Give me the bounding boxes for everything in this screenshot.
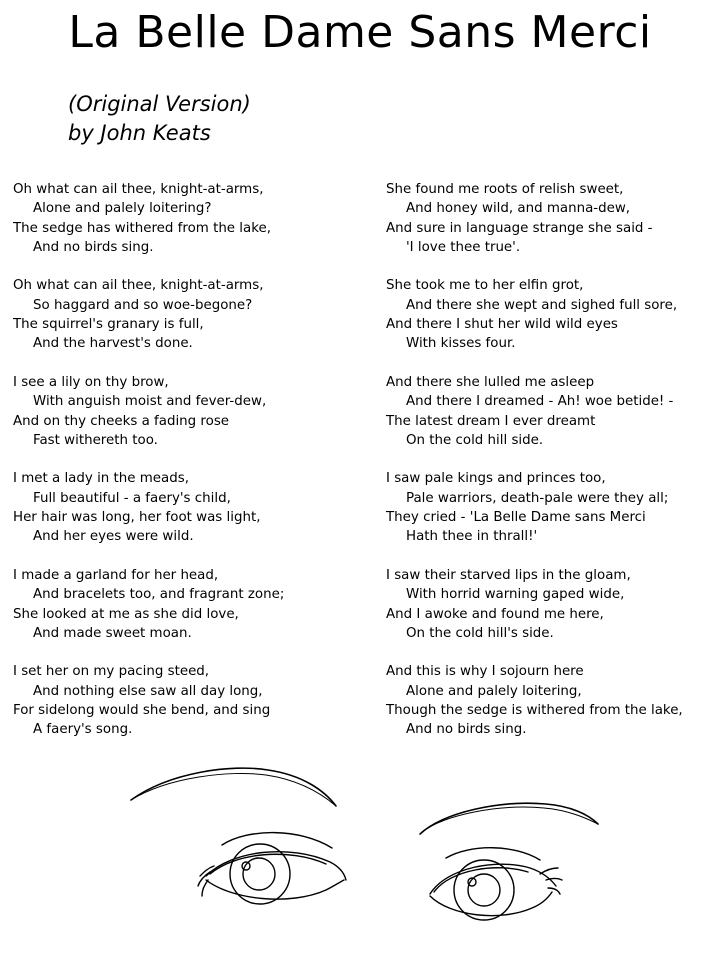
poem-line: I made a garland for her head, [13, 567, 219, 583]
poem-line: And there I dreamed - Ah! woe betide! - [406, 394, 674, 410]
subtitle-block [68, 90, 251, 148]
right-eye-icon [420, 803, 598, 920]
author-line: by John Keats [68, 121, 211, 145]
stanza [13, 276, 343, 353]
poem-line: With kisses four. [406, 336, 516, 352]
poem-line: I met a lady in the meads, [13, 471, 189, 487]
poem-column-left [13, 180, 343, 759]
poem-line: And bracelets too, and fragrant zone; [33, 587, 285, 603]
poem-line: 'I love thee true'. [406, 239, 521, 255]
poem-column-right [386, 180, 720, 759]
page-title: La Belle Dame Sans Merci [68, 7, 652, 58]
stanza [13, 566, 343, 643]
poem-line: Oh what can ail thee, knight-at-arms, [13, 182, 264, 197]
poem-line: I see a lily on thy brow, [13, 374, 169, 390]
stanza [13, 662, 343, 739]
poem-line: For sidelong would she bend, and sing [13, 703, 271, 719]
stanza [386, 180, 720, 257]
left-eye-icon [131, 768, 346, 904]
poem-line: And nothing else saw all day long, [33, 683, 263, 699]
stanza [13, 180, 343, 257]
poem-line: Alone and palely loitering? [33, 201, 212, 217]
poem-line: On the cold hill side. [406, 432, 544, 448]
poem-line: And there I shut her wild wild eyes [386, 317, 618, 333]
poem-line: And her eyes were wild. [33, 529, 194, 545]
stanza [386, 662, 720, 739]
poem-line: And on thy cheeks a fading rose [13, 413, 230, 429]
stanza [386, 373, 720, 450]
poem-line: I set her on my pacing steed, [13, 664, 210, 680]
poem-line: Though the sedge is withered from the lake, [386, 703, 683, 719]
poem-line: She looked at me as she did love, [13, 606, 239, 622]
stanza [386, 469, 720, 546]
poem-line: The squirrel's granary is full, [13, 317, 204, 333]
poem-line: Fast withereth too. [33, 432, 158, 448]
poem-line: I saw pale kings and princes too, [386, 471, 606, 487]
poem-line: Oh what can ail thee, knight-at-arms, [13, 278, 264, 294]
poem-line: The sedge has withered from the lake, [13, 220, 271, 236]
poem-line: I saw their starved lips in the gloam, [386, 567, 631, 583]
poem-line: And the harvest's done. [33, 336, 193, 352]
poem-line: And no birds sing. [406, 722, 527, 738]
poem-line: Full beautiful - a faery's child, [33, 490, 231, 506]
poem-line: And there she lulled me asleep [386, 374, 595, 390]
poem-line: She found me roots of relish sweet, [386, 182, 624, 197]
poem-line: On the cold hill's side. [406, 625, 554, 641]
poem-line: With horrid warning gaped wide, [406, 587, 625, 603]
stanza [386, 566, 720, 643]
stanza [13, 373, 343, 450]
poem-line: And honey wild, and manna-dew, [406, 201, 631, 217]
poem-line: The latest dream I ever dreamt [386, 413, 596, 429]
poem-line: And there she wept and sighed full sore, [406, 297, 678, 313]
eyes-illustration [0, 740, 720, 960]
poem-line: A faery's song. [33, 722, 133, 738]
poem-line: Her hair was long, her foot was light, [13, 510, 261, 526]
poem-line: So haggard and so woe-begone? [33, 297, 253, 313]
poem-line: With anguish moist and fever-dew, [33, 394, 267, 410]
stanza [13, 469, 343, 546]
poem-line: Pale warriors, death-pale were they all; [406, 490, 669, 506]
poem-line: And I awoke and found me here, [386, 606, 604, 622]
poem-line: And this is why I sojourn here [386, 664, 584, 680]
poem-line: She took me to her elfin grot, [386, 278, 584, 294]
poem-line: Alone and palely loitering, [406, 683, 582, 699]
poem-line: They cried - 'La Belle Dame sans Merci [386, 510, 646, 526]
version-note: (Original Version) [68, 92, 251, 116]
stanza [386, 276, 720, 353]
poem-line: Hath thee in thrall!' [406, 529, 538, 545]
poem-line: And sure in language strange she said - [386, 220, 653, 236]
poem-line: And made sweet moan. [33, 625, 192, 641]
poem-line: And no birds sing. [33, 239, 154, 255]
